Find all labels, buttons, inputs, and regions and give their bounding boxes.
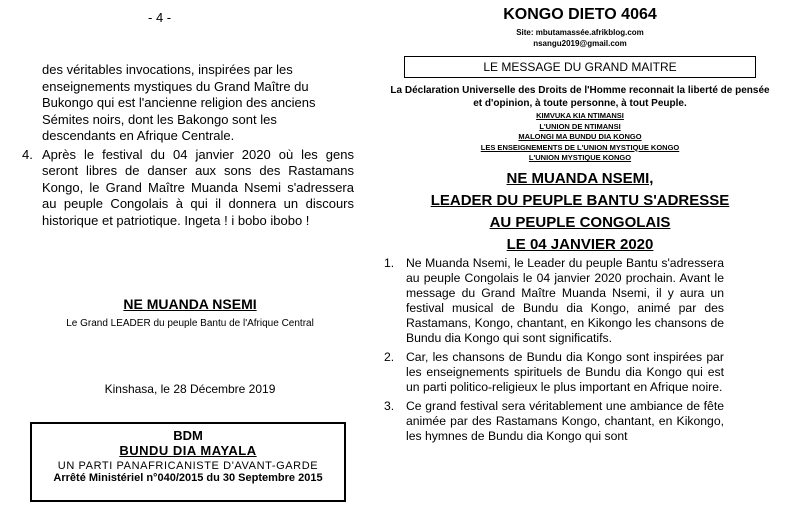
- headline-line: LE 04 JANVIER 2020: [506, 236, 654, 253]
- links-list: [385, 111, 775, 164]
- text-line: Bukongo qui est l'ancienne religion des anciens: [42, 95, 316, 110]
- link-item[interactable]: L'UNION MYSTIQUE KONGO: [528, 153, 632, 162]
- text-line: descendants en Afrique Centrale.: [42, 128, 235, 143]
- headline-line: LEADER DU PEUPLE BANTU S'ADRESSE: [430, 192, 730, 209]
- numbered-list: [384, 256, 724, 448]
- site-link[interactable]: Site: mbutamassée.afrikblog.com: [516, 28, 644, 37]
- place-date: Kinshasa, le 28 Décembre 2019: [104, 382, 276, 396]
- list-number: 1.: [384, 256, 395, 270]
- list-text: Ne Muanda Nsemi, le Leader du peuple Bantu s'adressera au peuple Congolais le 04 janvier 2020 prochain. Avant le message du Grand Maître Muanda Nsemi, il y aura un festival musical de Bundu dia Kongo, animé par des Rastamans, Kongo, chantant, en Kikongo les chansons de Bundu dia Kongo qui sont significatifs.: [406, 256, 724, 345]
- left-column: [22, 62, 354, 229]
- bdm-tagline: UN PARTI PANAFRICANISTE D'AVANT-GARDE: [57, 460, 319, 472]
- page-number: - 4 -: [148, 10, 172, 25]
- text-line: Sémites noirs, dont les Bakongo sont les: [42, 111, 277, 127]
- link-item[interactable]: KIMVUKA KIA NTIMANSI: [536, 111, 624, 120]
- continuation-paragraph: [22, 62, 354, 145]
- list-number: 4.: [22, 146, 33, 162]
- list-item-3: [384, 399, 724, 444]
- list-item-1: [384, 256, 724, 346]
- bdm-title: BDM: [173, 428, 203, 443]
- signature-subtitle: Le Grand LEADER du peuple Bantu de l'Afrique Central: [66, 318, 314, 329]
- declaration-text: La Déclaration Universelle des Droits de l'Homme reconnait la liberté de pensée et d'opinion, à toute personne, à tout Peuple.: [390, 85, 770, 109]
- newsletter-title: KONGO DIETO 4064: [503, 6, 657, 23]
- list-text: Car, les chansons de Bundu dia Kongo sont inspirées par les enseignements spirituels de Bundu dia Kongo qui est un parti politico-religieux le plus important en Afrique noire.: [406, 350, 724, 394]
- list-item-2: [384, 350, 724, 395]
- bdm-box: [30, 422, 346, 502]
- link-item[interactable]: LES ENSEIGNEMENTS DE L'UNION MYSTIQUE KONGO: [480, 142, 680, 152]
- signature-name: NE MUANDA NSEMI: [123, 296, 257, 312]
- email-link[interactable]: nsangu2019@gmail.com: [533, 39, 627, 48]
- contact-info: [410, 27, 750, 49]
- text-line: enseignements mystiques du Grand Maître du: [42, 78, 309, 94]
- message-box: LE MESSAGE DU GRAND MAITRE: [404, 56, 756, 78]
- link-item[interactable]: L'UNION DE NTIMANSI: [539, 121, 621, 131]
- headline-line: NE MUANDA NSEMI,: [506, 170, 654, 187]
- bdm-name: BUNDU DIA MAYALA: [119, 443, 257, 458]
- list-text: Après le festival du 04 janvier 2020 où les gens seront libres de danser aux sons des Rastamans Kongo, le Grand Maître Muanda Nsemi s'adressera au peuple Congolais à qui il donnera un discours historique et patriotique. Ingeta ! i bobo ibobo !: [42, 146, 354, 228]
- list-item-4: [22, 147, 354, 230]
- list-number: 2.: [384, 350, 395, 364]
- list-number: 3.: [384, 399, 395, 413]
- headline: [385, 168, 775, 256]
- text-line: des véritables invocations, inspirées par les: [42, 62, 293, 77]
- headline-line: AU PEUPLE CONGOLAIS: [489, 214, 671, 231]
- bdm-decree: Arrêté Ministériel n°040/2015 du 30 Septembre 2015: [53, 472, 323, 484]
- link-item[interactable]: MALONGI MA BUNDU DIA KONGO: [518, 132, 642, 141]
- list-text: Ce grand festival sera véritablement une ambiance de fête animée par des Rastamans Kongo, chantant, en Kikongo, les hymnes de Bundu dia Kongo qui sont: [406, 399, 724, 443]
